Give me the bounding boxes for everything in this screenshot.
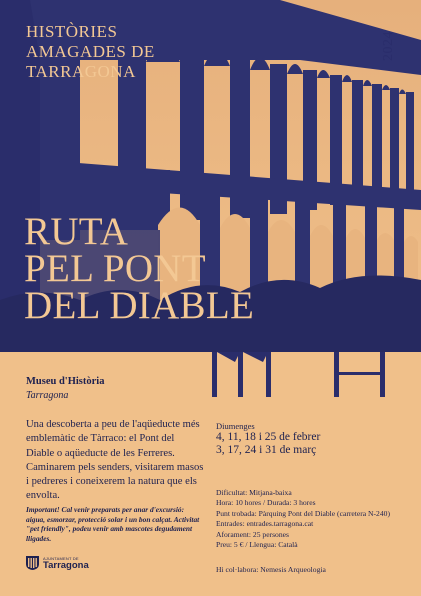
- event-details: [216, 488, 416, 550]
- series-title-line: AMAGADES DE: [26, 42, 155, 61]
- year-text: 2024: [381, 31, 396, 61]
- important-note: Important! Cal venir preparats per anar d'excursió: aigua, esmorzar, protecció solar i un bon calçat. Activitat "pet friendly", podeu venir amb mascotes degudament lligades.: [26, 505, 200, 543]
- series-title: [26, 22, 176, 82]
- event-title-line: RUTA: [24, 210, 129, 253]
- series-title-line: HISTÒRIES: [26, 22, 118, 41]
- event-title: [24, 210, 255, 327]
- mh-museum-logo: [210, 340, 390, 398]
- detail-capacity: Aforament: 25 persones: [216, 529, 289, 539]
- ajuntament-logo: [25, 554, 115, 572]
- series-title-line: TARRAGONA: [26, 62, 136, 81]
- dates-march: 3, 17, 24 i 31 de març: [216, 444, 317, 456]
- dates-february: 4, 11, 18 i 25 de febrer: [216, 431, 321, 443]
- ajuntament-shield-icon: [25, 555, 40, 571]
- year-label: [381, 26, 407, 72]
- collaboration-credit: Hi col·labora: Nemesis Arqueologia: [216, 565, 326, 574]
- venue-city: Tarragona: [26, 390, 69, 401]
- detail-tickets: Entrades: entrades.tarragona.cat: [216, 519, 314, 529]
- detail-meeting-point: Punt trobada: Pàrquing Pont del Diable (carretera N-240): [216, 508, 390, 518]
- detail-price-language: Preu: 5 € / Llengua: Català: [216, 540, 298, 550]
- venue-name: Museu d'Història: [26, 376, 105, 387]
- detail-difficulty: Dificultat: Mitjana-baixa: [216, 488, 292, 497]
- ajuntament-label: AJUNTAMENT DE: [43, 556, 79, 561]
- event-title-line: DEL DIABLE: [24, 284, 255, 327]
- dates-label: Diumenges: [216, 421, 255, 431]
- event-title-line: PEL PONT: [24, 247, 206, 290]
- event-description: Una descoberta a peu de l'aqüeducte més emblemàtic de Tàrraco: el Pont del Diable o aqüeducte de les Ferreres. Caminarem pels senders, visitarem masos i pedreres i coneixerem la natura que els envolta.: [26, 419, 204, 502]
- ajuntament-city: Tarragona: [43, 560, 89, 571]
- detail-time: Hora: 10 hores / Durada: 3 hores: [216, 498, 316, 508]
